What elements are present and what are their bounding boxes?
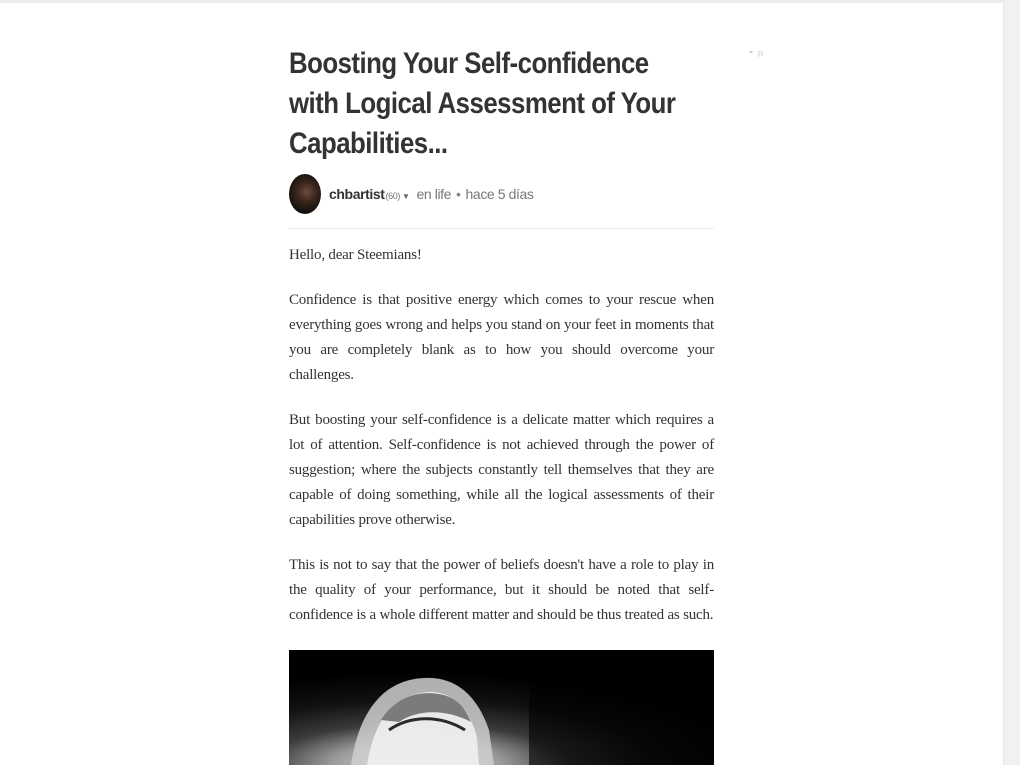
author-name[interactable]: chbartist [329,186,385,202]
side-tools [749,50,768,59]
post-time[interactable]: hace 5 días [465,186,534,202]
post-body [289,243,714,648]
quote-icon[interactable]: “ [749,50,754,59]
body-paragraph: Confidence is that positive energy which comes to your rescue when everything goes wrong and helps you stand on your feet in moments that you are completely blank as to how you should overcome your challenges. [289,292,714,383]
scrollbar[interactable] [1003,0,1020,765]
flag-icon[interactable]: ⚐ [757,50,765,59]
post-category[interactable]: en life [416,186,452,202]
caret-down-icon[interactable]: ▼ [401,192,410,201]
post-title: Boosting Your Self-confidence with Logical Assessment of Your Capabilities... [289,47,676,160]
author-row [289,174,714,214]
post-image-graphic [289,650,714,765]
avatar[interactable] [289,174,321,214]
post-meta [329,186,534,202]
author-reputation: (60) [385,191,400,201]
body-paragraph: Hello, dear Steemians! [289,247,422,263]
post-image [289,650,714,765]
body-paragraph: But boosting your self-confidence is a delicate matter which requires a lot of attention. Self-confidence is not achieved through the power of suggestion; where the subjects constantly tell themselves that they are capable of doing something, while all the logical assessments of their capabilities prove otherwise. [289,412,714,528]
top-bar [0,0,1003,3]
meta-separator: • [456,186,461,202]
body-paragraph: This is not to say that the power of beliefs doesn't have a role to play in the quality of your performance, but it should be noted that self-confidence is a whole different matter and should be thus treated as such. [289,557,714,623]
header-divider [289,228,714,229]
article-header [289,44,714,164]
